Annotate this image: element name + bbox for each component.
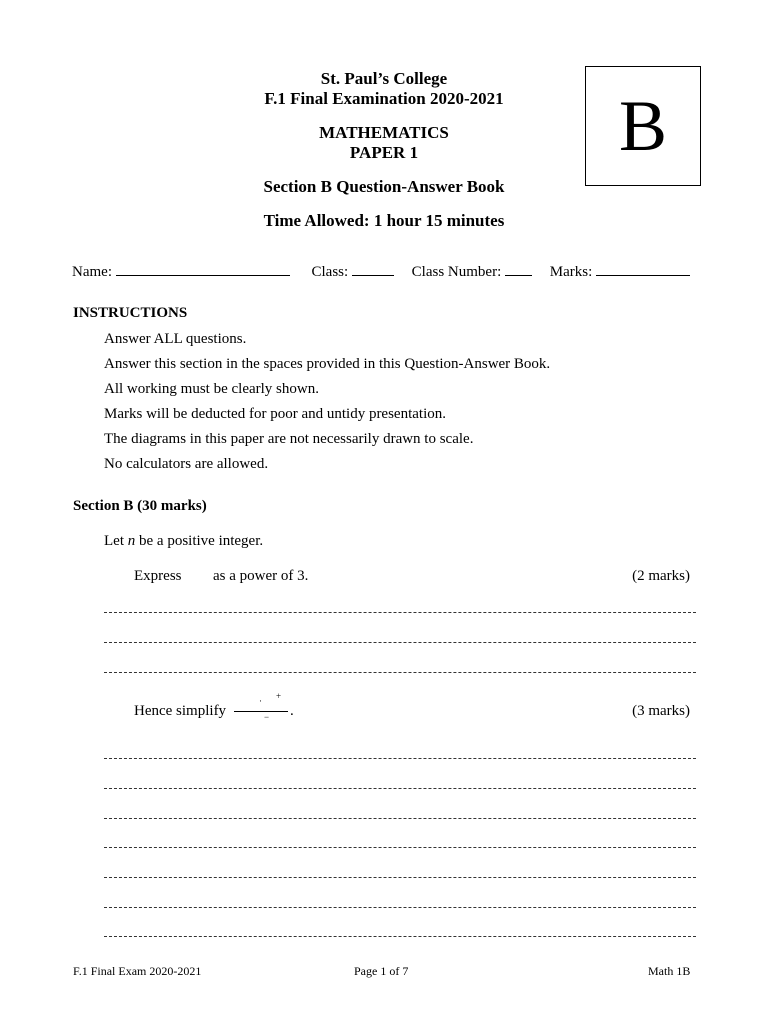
intro-prefix: Let — [104, 533, 128, 549]
name-label: Name: — [72, 264, 112, 280]
answer-line[interactable] — [104, 936, 696, 937]
answer-line[interactable] — [104, 788, 696, 789]
paper-letter: B — [618, 86, 668, 166]
footer-left: F.1 Final Exam 2020-2021 — [73, 964, 202, 978]
instruction-item: No calculators are allowed. — [104, 456, 269, 472]
fraction-bar — [234, 711, 288, 712]
paper-title: PAPER 1 — [349, 143, 419, 162]
answer-line[interactable] — [104, 877, 696, 878]
answer-line[interactable] — [104, 847, 696, 848]
fraction-denominator: − — [264, 712, 270, 722]
answer-line[interactable] — [104, 642, 696, 643]
question-a-end: as a power of 3. — [213, 568, 309, 584]
class-field[interactable] — [352, 261, 394, 276]
answer-line[interactable] — [104, 758, 696, 759]
instruction-item: All working must be clearly shown. — [104, 381, 319, 397]
footer-right: Math 1B — [648, 964, 691, 978]
time-allowed: Time Allowed: 1 hour 15 minutes — [263, 211, 505, 230]
student-info-row — [72, 261, 690, 282]
instruction-item: Answer ALL questions. — [104, 331, 247, 347]
instruction-item: The diagrams in this paper are not necessarily drawn to scale. — [104, 431, 474, 447]
instruction-item: Answer this section in the spaces provided in this Question-Answer Book. — [104, 356, 551, 372]
name-field[interactable] — [116, 261, 290, 276]
subject-title: MATHEMATICS — [319, 123, 449, 142]
question-a-start: Express — [134, 568, 182, 584]
section-title: Section B (30 marks) — [73, 498, 207, 514]
question-a-marks: (2 marks) — [632, 568, 690, 584]
intro-suffix: be a positive integer. — [135, 533, 264, 549]
section-book-title: Section B Question-Answer Book — [263, 177, 505, 196]
marks-label: Marks: — [549, 264, 593, 280]
instructions-title: INSTRUCTIONS — [73, 305, 188, 321]
question-b-marks: (3 marks) — [632, 703, 690, 719]
paper-letter-box — [585, 66, 701, 186]
fraction-numerator-b: + — [276, 691, 282, 701]
marks-field[interactable] — [596, 261, 690, 276]
question-intro — [104, 532, 263, 550]
answer-line[interactable] — [104, 672, 696, 673]
fraction-numerator-a: · — [259, 696, 262, 706]
question-b-text: Hence simplify — [134, 703, 227, 719]
footer-page-number: Page 1 of 7 — [354, 964, 409, 978]
question-b-period: . — [290, 703, 294, 719]
exam-title: F.1 Final Examination 2020-2021 — [264, 89, 504, 108]
answer-line[interactable] — [104, 818, 696, 819]
intro-variable: n — [127, 533, 136, 549]
answer-line[interactable] — [104, 612, 696, 613]
school-name: St. Paul’s College — [320, 69, 448, 88]
class-label: Class: — [311, 264, 349, 280]
class-number-label: Class Number: — [411, 264, 502, 280]
answer-line[interactable] — [104, 907, 696, 908]
class-number-field[interactable] — [505, 261, 532, 276]
instruction-item: Marks will be deducted for poor and untidy presentation. — [104, 406, 446, 422]
